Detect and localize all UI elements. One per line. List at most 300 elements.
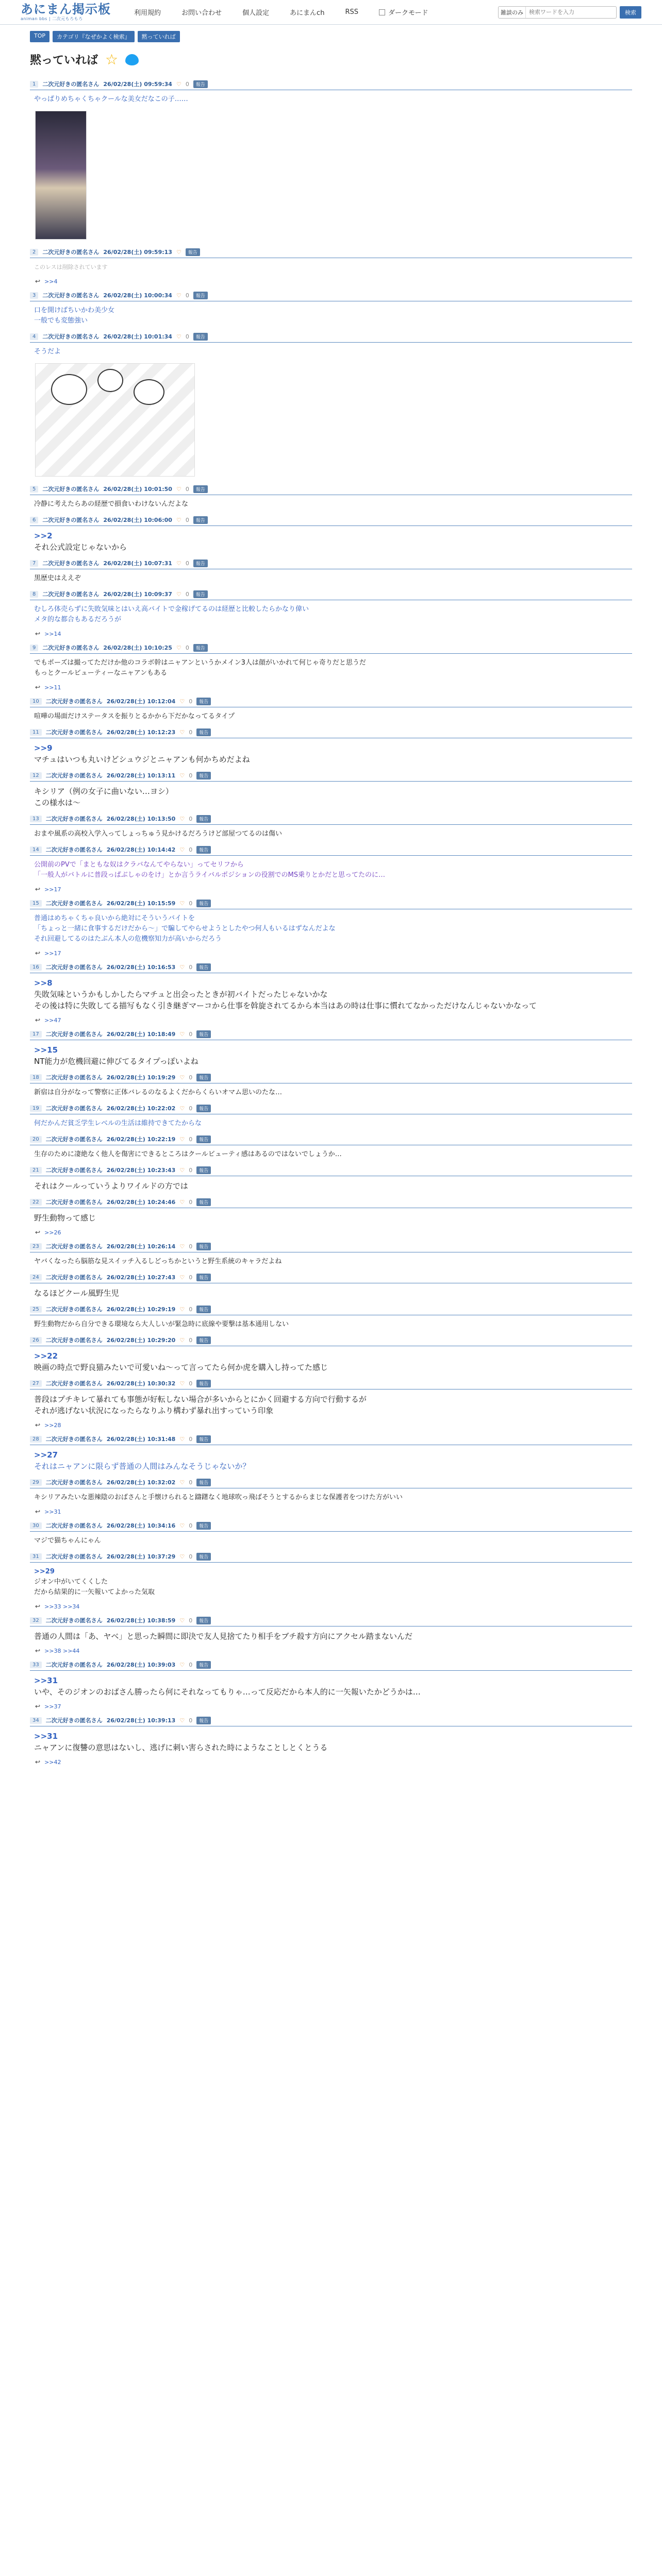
post-number[interactable]: 20 bbox=[30, 1136, 42, 1143]
like-count: 0 bbox=[185, 590, 189, 598]
like-count: 0 bbox=[189, 815, 193, 822]
post-body bbox=[30, 1563, 632, 1601]
post-header bbox=[30, 768, 632, 779]
post-text-line: それ公式設定じゃないから bbox=[34, 543, 127, 552]
poster-name: 二次元好きの匿名さん bbox=[45, 1479, 103, 1486]
dark-mode-checkbox[interactable] bbox=[379, 9, 385, 15]
post-text-line: 普段はプチキレて暴れても事態が好転しない場合が多いからとにかく回避する方向で行動するが bbox=[34, 1395, 367, 1404]
like-count: 0 bbox=[189, 1198, 193, 1206]
like-count: 0 bbox=[189, 1380, 193, 1387]
reply-anchor-link[interactable]: >>27 bbox=[34, 1450, 58, 1460]
post bbox=[30, 1163, 632, 1195]
poster-name: 二次元好きの匿名さん bbox=[45, 1662, 103, 1668]
post-date: 26/02/28(土) 10:26:14 bbox=[106, 1243, 176, 1250]
reply-links[interactable]: >>26 bbox=[44, 1229, 61, 1236]
post bbox=[30, 1657, 632, 1713]
post-header bbox=[30, 1333, 632, 1344]
post bbox=[30, 694, 632, 725]
like-icon[interactable]: ♡ bbox=[179, 963, 185, 971]
post-number[interactable]: 27 bbox=[30, 1380, 42, 1387]
like-icon[interactable]: ♡ bbox=[179, 1136, 185, 1143]
like-icon[interactable]: ♡ bbox=[179, 1617, 185, 1624]
post-number[interactable]: 24 bbox=[30, 1274, 42, 1281]
post-body bbox=[30, 1488, 632, 1506]
report-button[interactable]: 報告 bbox=[196, 772, 211, 779]
twitter-share-icon[interactable] bbox=[125, 54, 139, 65]
reply-links[interactable]: >>37 bbox=[44, 1703, 61, 1710]
reply-row bbox=[30, 1014, 632, 1027]
post-text-line: 黒歴史はええぞ bbox=[34, 574, 81, 582]
post-header bbox=[30, 694, 632, 705]
post-date: 26/02/28(土) 10:09:37 bbox=[103, 591, 172, 598]
speech-bubble bbox=[97, 369, 123, 392]
like-icon[interactable]: ♡ bbox=[179, 1336, 185, 1344]
like-count: 0 bbox=[185, 333, 189, 340]
reply-arrow-icon[interactable]: ↩ bbox=[35, 1229, 41, 1236]
report-button[interactable]: 報告 bbox=[196, 1198, 211, 1206]
like-icon[interactable]: ♡ bbox=[179, 1243, 185, 1250]
reply-anchor-link[interactable]: >>9 bbox=[34, 743, 53, 753]
like-count: 0 bbox=[189, 1166, 193, 1174]
like-icon[interactable]: ♡ bbox=[179, 772, 185, 779]
favorite-star-icon[interactable]: ☆ bbox=[105, 50, 119, 68]
report-button[interactable]: 報告 bbox=[196, 1105, 211, 1112]
post-header bbox=[30, 896, 632, 907]
post-date: 26/02/28(土) 10:15:59 bbox=[106, 900, 176, 907]
report-button[interactable]: 報告 bbox=[196, 1661, 211, 1669]
post-header bbox=[30, 1518, 632, 1530]
like-icon[interactable]: ♡ bbox=[179, 1105, 185, 1112]
nav-animanch[interactable]: あにまんch bbox=[290, 9, 325, 17]
post-header bbox=[30, 245, 632, 256]
post-number[interactable]: 19 bbox=[30, 1105, 42, 1112]
post-text-line: ヤバくなったら脳筋な見スイッチ入るしどっちかというと野生系統のキャラだよね bbox=[34, 1258, 282, 1265]
post-number[interactable]: 8 bbox=[30, 591, 38, 598]
poster-name: 二次元好きの匿名さん bbox=[45, 1306, 103, 1313]
like-icon[interactable]: ♡ bbox=[179, 1306, 185, 1313]
like-icon[interactable]: ♡ bbox=[179, 815, 185, 822]
post-number[interactable]: 23 bbox=[30, 1243, 42, 1250]
nav-terms[interactable]: 利用規約 bbox=[134, 9, 161, 17]
like-icon[interactable]: ♡ bbox=[179, 1522, 185, 1529]
post bbox=[30, 1376, 632, 1432]
post-image[interactable] bbox=[35, 363, 195, 477]
report-button[interactable]: 報告 bbox=[196, 1617, 211, 1624]
post-number[interactable]: 32 bbox=[30, 1617, 42, 1624]
reply-arrow-icon[interactable]: ↩ bbox=[35, 1016, 41, 1024]
post-body bbox=[30, 1176, 632, 1195]
post-text-line: 冷静に考えたらあの経歴で損食いわけないんだよな bbox=[34, 500, 189, 508]
post-header bbox=[30, 329, 632, 341]
reply-anchor-link[interactable]: >>31 bbox=[34, 1676, 58, 1685]
post-text-line: もっとクールビューティーなニャアンもある bbox=[34, 669, 168, 677]
poster-name: 二次元好きの匿名さん bbox=[45, 729, 103, 736]
poster-name: 二次元好きの匿名さん bbox=[45, 1105, 103, 1112]
post-body bbox=[30, 1040, 632, 1070]
reply-anchor-link[interactable]: >>22 bbox=[34, 1351, 58, 1361]
report-button[interactable]: 報告 bbox=[196, 1435, 211, 1443]
reply-arrow-icon[interactable]: ↩ bbox=[35, 1508, 41, 1515]
like-count: 0 bbox=[189, 1522, 193, 1529]
reply-arrow-icon[interactable]: ↩ bbox=[35, 950, 41, 957]
like-icon[interactable]: ♡ bbox=[179, 1435, 185, 1443]
reply-arrow-icon[interactable]: ↩ bbox=[35, 1603, 41, 1610]
post-number[interactable]: 6 bbox=[30, 517, 38, 523]
report-button[interactable]: 報告 bbox=[193, 292, 208, 299]
reply-row bbox=[30, 276, 632, 288]
search-scope-select[interactable]: 雑談のみ bbox=[499, 7, 526, 18]
like-count: 0 bbox=[189, 1553, 193, 1560]
poster-name: 二次元好きの匿名さん bbox=[45, 772, 103, 779]
post-text-line: このレスは削除されています bbox=[34, 264, 108, 270]
report-button[interactable]: 報告 bbox=[196, 1717, 211, 1724]
report-button[interactable]: 報告 bbox=[196, 1136, 211, 1143]
post-text-line: 「ちょっと一緒に食事するだけだから〜」で騙してやらせようとしたやつ何人もいるはずなんだよな bbox=[34, 925, 336, 933]
report-button[interactable]: 報告 bbox=[193, 516, 208, 524]
reply-links[interactable]: >>14 bbox=[44, 630, 61, 637]
poster-name: 二次元好きの匿名さん bbox=[42, 81, 100, 88]
post-number[interactable]: 4 bbox=[30, 333, 38, 340]
main-nav bbox=[134, 7, 483, 17]
post-number[interactable]: 5 bbox=[30, 486, 38, 493]
post-text-line: キシリア（例の女子に曲いない…ヨシ） bbox=[34, 787, 173, 796]
reply-links[interactable]: >>42 bbox=[44, 1758, 61, 1766]
post-number[interactable]: 18 bbox=[30, 1074, 42, 1081]
post-number[interactable]: 14 bbox=[30, 846, 42, 853]
reply-links[interactable]: >>28 bbox=[44, 1421, 61, 1429]
post-body bbox=[30, 90, 632, 108]
reply-arrow-icon[interactable]: ↩ bbox=[35, 630, 41, 637]
post-number[interactable]: 29 bbox=[30, 1479, 42, 1486]
like-count: 0 bbox=[189, 1435, 193, 1443]
post bbox=[30, 725, 632, 768]
reply-links[interactable]: >>33 >>34 bbox=[44, 1603, 80, 1610]
post-body bbox=[30, 825, 632, 842]
like-count: 0 bbox=[189, 1306, 193, 1313]
like-icon[interactable]: ♡ bbox=[179, 1661, 185, 1668]
like-icon[interactable]: ♡ bbox=[179, 1198, 185, 1206]
post-body bbox=[30, 1532, 632, 1549]
post-header bbox=[30, 1302, 632, 1313]
nav-settings[interactable]: 個人設定 bbox=[242, 9, 270, 17]
post-text-line: マチュはいつも丸いけどシュウジとニャアンも何かちめだよね bbox=[34, 755, 250, 764]
report-button[interactable]: 報告 bbox=[196, 1336, 211, 1344]
like-icon[interactable]: ♡ bbox=[179, 1380, 185, 1387]
report-button[interactable]: 報告 bbox=[193, 560, 208, 567]
post-date: 26/02/28(土) 10:39:03 bbox=[106, 1662, 176, 1668]
like-icon[interactable]: ♡ bbox=[176, 516, 181, 523]
reply-arrow-icon[interactable]: ↩ bbox=[35, 1647, 41, 1654]
reply-anchor-link[interactable]: >>29 bbox=[34, 1568, 55, 1575]
report-button[interactable]: 報告 bbox=[196, 1030, 211, 1038]
report-button[interactable]: 報告 bbox=[196, 1243, 211, 1250]
poster-name: 二次元好きの匿名さん bbox=[42, 333, 100, 340]
crumb-thread[interactable]: 黙っていれば bbox=[138, 31, 180, 42]
post-number[interactable]: 1 bbox=[30, 81, 38, 88]
post-number[interactable]: 28 bbox=[30, 1436, 42, 1443]
reply-anchor-link[interactable]: >>15 bbox=[34, 1045, 58, 1055]
post-number[interactable]: 22 bbox=[30, 1199, 42, 1206]
reply-links[interactable]: >>4 bbox=[44, 278, 58, 285]
site-title[interactable]: あにまん掲示板 bbox=[21, 2, 111, 16]
report-button[interactable]: 報告 bbox=[196, 1166, 211, 1174]
post-text-line: 喧嘩の場面だけステータスを振りとるかから下だかなってるタイプ bbox=[34, 713, 235, 720]
post-number[interactable]: 31 bbox=[30, 1553, 42, 1560]
report-button[interactable]: 報告 bbox=[196, 1380, 211, 1387]
post-date: 26/02/28(土) 10:14:42 bbox=[106, 846, 176, 853]
crumb-top[interactable]: TOP bbox=[30, 31, 49, 42]
post-body bbox=[30, 569, 632, 587]
report-button[interactable]: 報告 bbox=[196, 815, 211, 823]
post bbox=[30, 842, 632, 896]
like-count: 0 bbox=[189, 1661, 193, 1668]
post-text-line: でもポーズは撮ってただけか他のコラボ幹はニャアンというかメイン3人は顔がいかれて何じゃ奇りだと思うだ bbox=[34, 659, 366, 667]
reply-links[interactable]: >>11 bbox=[44, 684, 61, 691]
post-number[interactable]: 13 bbox=[30, 816, 42, 822]
like-icon[interactable]: ♡ bbox=[179, 698, 185, 705]
post-body bbox=[30, 1145, 632, 1163]
like-icon[interactable]: ♡ bbox=[179, 728, 185, 736]
post-header bbox=[30, 1475, 632, 1486]
post bbox=[30, 1333, 632, 1376]
report-button[interactable]: 報告 bbox=[186, 248, 200, 256]
report-button[interactable]: 報告 bbox=[196, 1553, 211, 1561]
post-date: 26/02/28(土) 10:22:19 bbox=[106, 1136, 176, 1143]
post-text-line: だから結果的に一矢報いてよかった気取 bbox=[34, 1588, 155, 1596]
reply-links[interactable]: >>17 bbox=[44, 886, 61, 893]
post-number[interactable]: 12 bbox=[30, 772, 42, 779]
post-header bbox=[30, 482, 632, 493]
search-button[interactable]: 検索 bbox=[620, 6, 641, 19]
like-count: 0 bbox=[185, 644, 189, 651]
reply-anchor-link[interactable]: >>31 bbox=[34, 1732, 58, 1741]
post-list bbox=[30, 77, 632, 1769]
speech-bubble bbox=[134, 379, 164, 405]
poster-name: 二次元好きの匿名さん bbox=[45, 1436, 103, 1443]
like-icon[interactable]: ♡ bbox=[179, 900, 185, 907]
post-text-line: それはクールっていうよりワイルドの方では bbox=[34, 1181, 188, 1191]
like-icon[interactable]: ♡ bbox=[176, 248, 181, 256]
post-number[interactable]: 30 bbox=[30, 1522, 42, 1529]
post-body bbox=[30, 973, 632, 1014]
poster-name: 二次元好きの匿名さん bbox=[45, 1031, 103, 1038]
crumb-category[interactable]: カテゴリ『なぜかよく検索』 bbox=[53, 31, 135, 42]
post-text-line: そうだよ bbox=[34, 348, 61, 355]
post bbox=[30, 1070, 632, 1101]
post-date: 26/02/28(土) 10:32:02 bbox=[106, 1479, 176, 1486]
nav-contact[interactable]: お問い合わせ bbox=[181, 9, 222, 17]
post bbox=[30, 811, 632, 842]
post-number[interactable]: 25 bbox=[30, 1306, 42, 1313]
like-count: 0 bbox=[189, 846, 193, 853]
post-date: 26/02/28(土) 10:27:43 bbox=[106, 1274, 176, 1281]
post-header bbox=[30, 1713, 632, 1724]
poster-name: 二次元好きの匿名さん bbox=[45, 1717, 103, 1724]
like-icon[interactable]: ♡ bbox=[176, 644, 181, 651]
post-body bbox=[30, 1445, 632, 1475]
nav-rss[interactable]: RSS bbox=[345, 8, 358, 16]
report-button[interactable]: 報告 bbox=[196, 846, 211, 854]
poster-name: 二次元好きの匿名さん bbox=[45, 816, 103, 822]
post bbox=[30, 288, 632, 329]
reply-anchor-link[interactable]: >>2 bbox=[34, 531, 53, 540]
reply-arrow-icon[interactable]: ↩ bbox=[35, 886, 41, 893]
post-text-line: キシリアみたいな悪辣陰のおばさんと手懐けられると躊躇なく地球吹っ飛ばそうとするからまじな保護者をつけた方がいい bbox=[34, 1494, 403, 1501]
like-count: 0 bbox=[189, 1105, 193, 1112]
post-body bbox=[30, 1726, 632, 1756]
post-body bbox=[30, 909, 632, 947]
report-button[interactable]: 報告 bbox=[196, 698, 211, 705]
like-icon[interactable]: ♡ bbox=[179, 1479, 185, 1486]
post-number[interactable]: 3 bbox=[30, 292, 38, 299]
poster-name: 二次元好きの匿名さん bbox=[45, 900, 103, 907]
post-text-line: ジオン中がいてくくした bbox=[34, 1578, 108, 1586]
poster-name: 二次元好きの匿名さん bbox=[42, 517, 100, 523]
post-number[interactable]: 21 bbox=[30, 1167, 42, 1174]
like-count: 0 bbox=[189, 963, 193, 971]
post-text-line: 一般でも変態強い bbox=[34, 317, 88, 325]
post bbox=[30, 77, 632, 245]
post-header bbox=[30, 811, 632, 823]
reply-arrow-icon[interactable]: ↩ bbox=[35, 1758, 41, 1766]
like-icon[interactable]: ♡ bbox=[179, 1717, 185, 1724]
like-count: 0 bbox=[189, 1717, 193, 1724]
poster-name: 二次元好きの匿名さん bbox=[42, 486, 100, 493]
like-icon[interactable]: ♡ bbox=[179, 1274, 185, 1281]
reply-row bbox=[30, 682, 632, 694]
like-icon[interactable]: ♡ bbox=[176, 292, 181, 299]
post-body bbox=[30, 258, 632, 276]
breadcrumb bbox=[0, 25, 662, 42]
reply-links[interactable]: >>31 bbox=[44, 1508, 61, 1515]
report-button[interactable]: 報告 bbox=[193, 333, 208, 341]
post-text-line: それが逃げない状況になったらなりふり構わず暴れ出すっていう印象 bbox=[34, 1406, 274, 1415]
report-button[interactable]: 報告 bbox=[193, 644, 208, 652]
reply-arrow-icon[interactable]: ↩ bbox=[35, 684, 41, 691]
poster-name: 二次元好きの匿名さん bbox=[42, 645, 100, 651]
report-button[interactable]: 報告 bbox=[193, 590, 208, 598]
report-button[interactable]: 報告 bbox=[196, 1306, 211, 1313]
reply-arrow-icon[interactable]: ↩ bbox=[35, 1421, 41, 1429]
post-image[interactable] bbox=[35, 111, 87, 240]
post-number[interactable]: 26 bbox=[30, 1337, 42, 1344]
reply-row bbox=[30, 1601, 632, 1613]
post-number[interactable]: 17 bbox=[30, 1031, 42, 1038]
poster-name: 二次元好きの匿名さん bbox=[45, 1274, 103, 1281]
post-date: 26/02/28(土) 10:06:00 bbox=[103, 517, 172, 523]
post-number[interactable]: 2 bbox=[30, 249, 38, 256]
report-button[interactable]: 報告 bbox=[193, 485, 208, 493]
reply-links[interactable]: >>38 >>44 bbox=[44, 1647, 80, 1654]
like-icon[interactable]: ♡ bbox=[176, 560, 181, 567]
report-button[interactable]: 報告 bbox=[196, 963, 211, 971]
post-header bbox=[30, 725, 632, 736]
like-icon[interactable]: ♡ bbox=[179, 1074, 185, 1081]
post-number[interactable]: 7 bbox=[30, 560, 38, 567]
post bbox=[30, 1101, 632, 1132]
post bbox=[30, 329, 632, 482]
post-body bbox=[30, 1346, 632, 1376]
post-number[interactable]: 11 bbox=[30, 729, 42, 736]
report-button[interactable]: 報告 bbox=[193, 80, 208, 88]
report-button[interactable]: 報告 bbox=[196, 728, 211, 736]
reply-anchor-link[interactable]: >>8 bbox=[34, 978, 53, 988]
dark-mode-toggle[interactable] bbox=[379, 7, 428, 17]
post-header bbox=[30, 1549, 632, 1561]
like-icon[interactable]: ♡ bbox=[176, 485, 181, 493]
post-date: 26/02/28(土) 10:13:50 bbox=[106, 816, 176, 822]
post-date: 26/02/28(土) 10:12:23 bbox=[106, 729, 176, 736]
poster-name: 二次元好きの匿名さん bbox=[45, 1199, 103, 1206]
post-number[interactable]: 15 bbox=[30, 900, 42, 907]
post-text-line: 野生動物って感じ bbox=[34, 1213, 96, 1223]
post-header bbox=[30, 1070, 632, 1081]
post-number[interactable]: 16 bbox=[30, 964, 42, 971]
site-logo[interactable] bbox=[21, 3, 119, 22]
search-input[interactable] bbox=[526, 9, 616, 15]
like-icon[interactable]: ♡ bbox=[179, 846, 185, 853]
post-body bbox=[30, 495, 632, 513]
like-icon[interactable]: ♡ bbox=[179, 1166, 185, 1174]
poster-name: 二次元好きの匿名さん bbox=[45, 1074, 103, 1081]
dark-mode-label: ダークモード bbox=[388, 9, 428, 17]
report-button[interactable]: 報告 bbox=[196, 1522, 211, 1530]
post-date: 26/02/28(土) 10:16:53 bbox=[106, 964, 176, 971]
post-text-line: それ回避してるのはたぶん本人の危機察知力が高いからだろう bbox=[34, 935, 222, 943]
post-text-line: 映画の時点で野良猫みたいで可愛いね〜って言ってたら何か虎を購入し持ってた感じ bbox=[34, 1363, 328, 1372]
like-count: 0 bbox=[189, 1479, 193, 1486]
poster-name: 二次元好きの匿名さん bbox=[45, 1136, 103, 1143]
post-text-line: この様水は〜 bbox=[34, 798, 81, 807]
report-button[interactable]: 報告 bbox=[196, 900, 211, 907]
post bbox=[30, 1518, 632, 1549]
reply-arrow-icon[interactable]: ↩ bbox=[35, 1703, 41, 1710]
reply-links[interactable]: >>47 bbox=[44, 1016, 61, 1024]
like-icon[interactable]: ♡ bbox=[176, 80, 181, 88]
post-body bbox=[30, 1114, 632, 1132]
post bbox=[30, 1195, 632, 1239]
post-date: 26/02/28(土) 10:01:50 bbox=[103, 486, 172, 493]
post bbox=[30, 896, 632, 960]
post-date: 26/02/28(土) 10:10:25 bbox=[103, 645, 172, 651]
post-header bbox=[30, 960, 632, 971]
post-text-line: やっぱりめちゃくちゃクールな美女だなこの子…… bbox=[34, 95, 188, 103]
reply-arrow-icon[interactable]: ↩ bbox=[35, 278, 41, 285]
post-number[interactable]: 9 bbox=[30, 645, 38, 651]
poster-name: 二次元好きの匿名さん bbox=[42, 249, 100, 256]
like-count: 0 bbox=[189, 1243, 193, 1250]
like-icon[interactable]: ♡ bbox=[179, 1553, 185, 1560]
post-number[interactable]: 33 bbox=[30, 1662, 42, 1668]
like-count: 0 bbox=[185, 292, 189, 299]
post-number[interactable]: 10 bbox=[30, 698, 42, 705]
reply-links[interactable]: >>17 bbox=[44, 950, 61, 957]
post-date: 26/02/28(土) 10:37:29 bbox=[106, 1553, 176, 1560]
report-button[interactable]: 報告 bbox=[196, 1074, 211, 1081]
post bbox=[30, 556, 632, 587]
like-icon[interactable]: ♡ bbox=[179, 1030, 185, 1038]
report-button[interactable]: 報告 bbox=[196, 1274, 211, 1281]
like-icon[interactable]: ♡ bbox=[176, 590, 181, 598]
report-button[interactable]: 報告 bbox=[196, 1479, 211, 1486]
post-number[interactable]: 34 bbox=[30, 1717, 42, 1724]
post-body bbox=[30, 1626, 632, 1645]
post-header bbox=[30, 513, 632, 524]
post-header bbox=[30, 1432, 632, 1443]
like-icon[interactable]: ♡ bbox=[176, 333, 181, 340]
post-text-line: 何だかんだ貧乏学生レベルの生活は維持できてたからな bbox=[34, 1120, 202, 1127]
post-date: 26/02/28(土) 10:34:16 bbox=[106, 1522, 176, 1529]
